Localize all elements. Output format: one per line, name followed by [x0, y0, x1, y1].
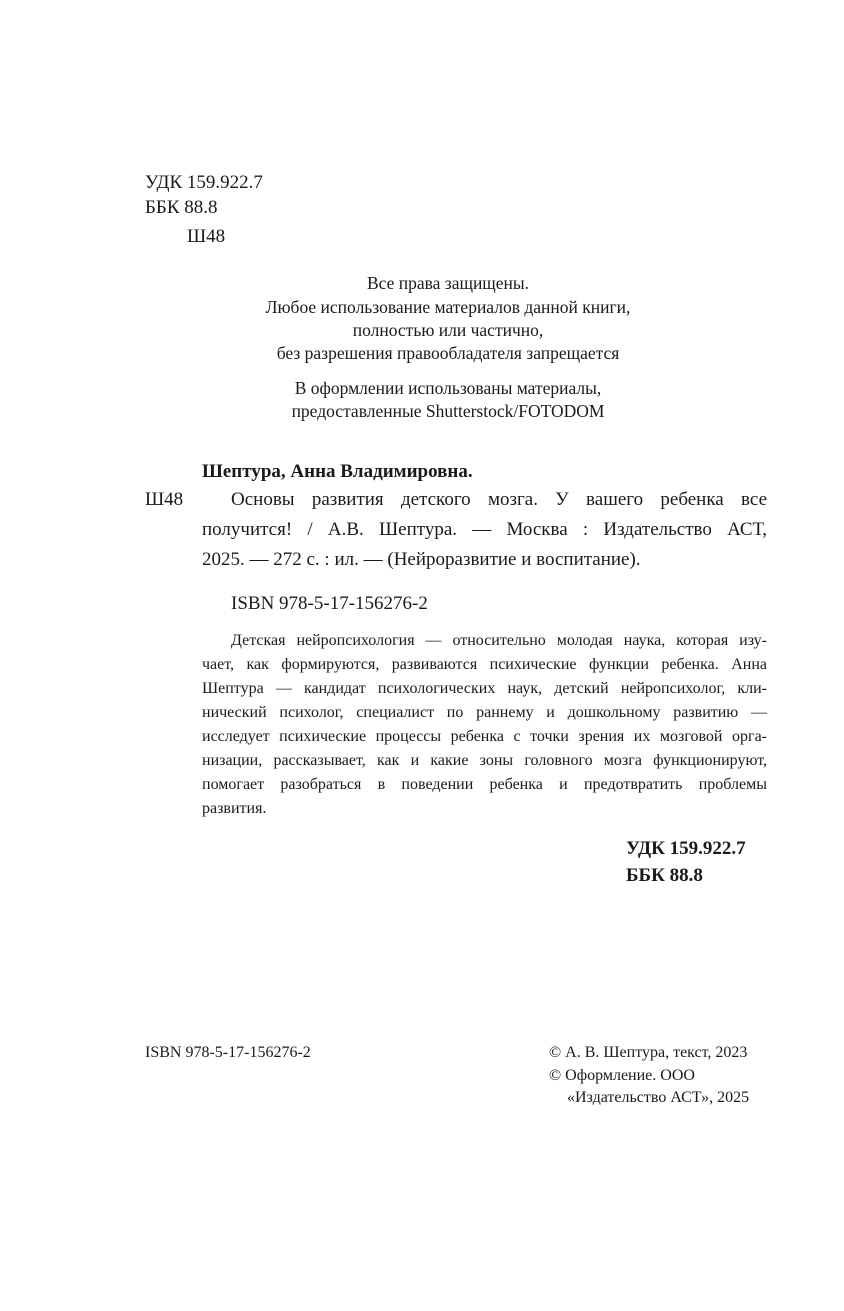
copyright-line: © Оформление. ООО: [549, 1067, 695, 1084]
rights-line: Все права защищены.: [366, 273, 530, 293]
footer-isbn: ISBN 978-5-17-156276-2: [145, 1044, 311, 1061]
catalog-mark: Ш48: [145, 489, 184, 510]
credits-line: предоставленные Shutterstock/FOTODOM: [291, 401, 605, 421]
catalog-isbn: ISBN 978-5-17-156276-2: [231, 593, 428, 614]
annotation-line: развития.: [202, 800, 267, 817]
annotation-line: низации, рассказывает, как и какие зоны головного мозга функционируют,: [202, 752, 767, 769]
copyright-line: © А. В. Шептура, текст, 2023: [549, 1044, 748, 1061]
annotation: [202, 629, 767, 821]
catalog-line: получится! / А.В. Шептура. — Москва : Издательство АСТ,: [202, 519, 767, 540]
catalog-line: Основы развития детского мозга. У вашего ребенка все: [231, 489, 767, 510]
rights-line: без разрешения правообладателя запрещается: [276, 343, 620, 363]
bbk-code-bold: ББК 88.8: [626, 865, 703, 886]
copyright-line: «Издательство АСТ», 2025: [567, 1089, 750, 1106]
udk-code: УДК 159.922.7: [145, 172, 263, 193]
udk-code-bold: УДК 159.922.7: [626, 838, 746, 859]
rights-line: Любое использование материалов данной книги,: [265, 297, 631, 317]
annotation-line: помогает разобраться в поведении ребенка и предотвратить проблемы: [202, 776, 767, 793]
annotation-line: нический психолог, специалист по раннему и дошкольному развитию —: [202, 704, 767, 721]
catalog-line: 2025. — 272 с. : ил. — (Нейроразвитие и воспитание).: [202, 549, 641, 570]
catalog-author: Шептура, Анна Владимировна.: [202, 461, 473, 482]
author-mark: Ш48: [187, 226, 226, 247]
annotation-line: чает, как формируются, развиваются психические функции ребенка. Анна: [202, 656, 767, 673]
credits-line: В оформлении использованы материалы,: [294, 378, 602, 398]
annotation-line: Детская нейропсихология — относительно молодая наука, которая изу-: [231, 632, 767, 649]
bbk-code: ББК 88.8: [145, 197, 218, 218]
annotation-line: Шептура — кандидат психологических наук, детский нейропсихолог, кли-: [202, 680, 767, 697]
rights-line: полностью или частично,: [352, 320, 544, 340]
annotation-line: исследует психические процессы ребенка с точки зрения их мозговой орга-: [202, 728, 767, 745]
